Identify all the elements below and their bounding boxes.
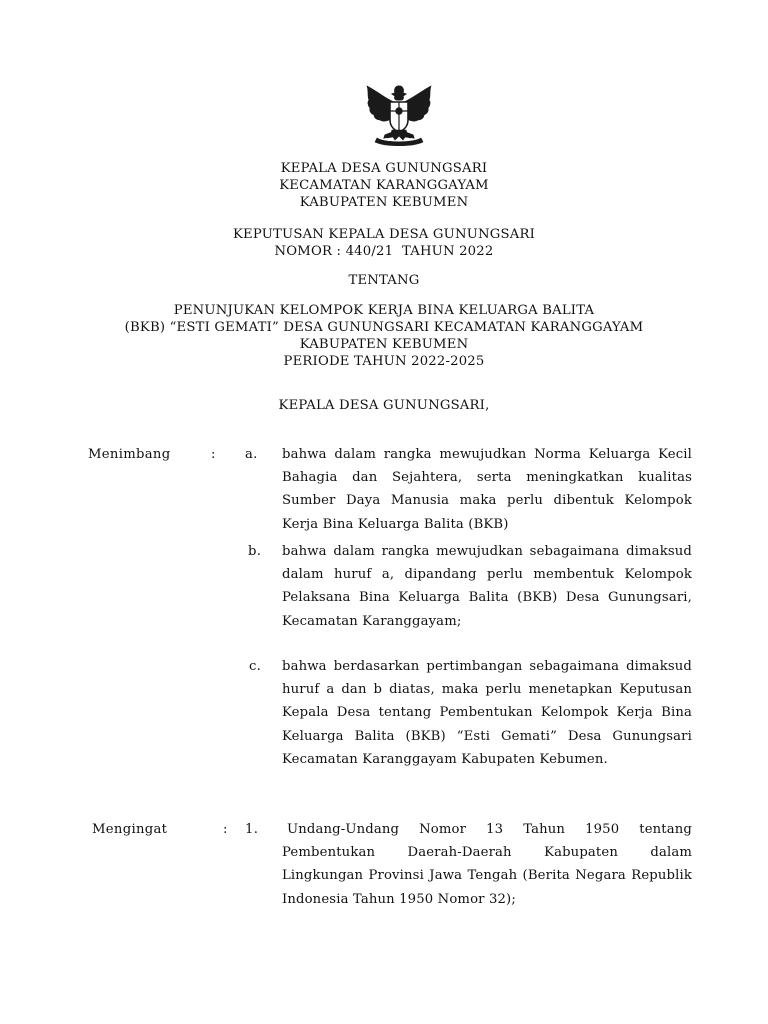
authority-heading — [0, 160, 768, 211]
heading-line: KECAMATAN KARANGGAYAM — [279, 178, 489, 193]
heading-line: KEPUTUSAN KEPALA DESA GUNUNGSARI — [233, 227, 535, 242]
menimbang-item-a: bahwa dalam rangka mewujudkan Norma Keluarga Kecil Bahagia dan Sejahtera, serta meningkatkan kualitas Sumber Daya Manusia maka perlu dibentuk Kelompok Kerja Bina Keluarga Balita (BKB) — [282, 447, 692, 532]
heading-line: PENUNJUKAN KELOMPOK KERJA BINA KELUARGA BALITA — [173, 303, 595, 318]
menimbang-item-b: bahwa dalam rangka mewujudkan sebagaimana dimaksud dalam huruf a, dipandang perlu membentuk Kelompok Pelaksana Bina Keluarga Balita (BKB) Desa Gunungsari, Kecamatan Karanggayam; — [282, 544, 692, 629]
heading-line: TENTANG — [348, 273, 420, 288]
about-label — [0, 272, 768, 289]
item-marker: 1. — [245, 822, 259, 837]
issuer-heading — [0, 397, 768, 414]
item-marker: b. — [248, 544, 262, 559]
mengingat-item-1: Undang-Undang Nomor 13 Tahun 1950 tentang Pembentukan Daerah-Daerah Kabupaten dalam Lingkungan Provinsi Jawa Tengah (Berita Negara Republik Indonesia Tahun 1950 Nomor 32); — [282, 822, 692, 907]
decree-number: NOMOR : 440/21 TAHUN 2022 — [274, 244, 494, 259]
menimbang-label: Menimbang — [88, 447, 171, 462]
menimbang-colon: : — [211, 447, 216, 462]
item-marker: c. — [249, 659, 262, 674]
decree-subject — [0, 302, 768, 370]
mengingat-colon: : — [223, 822, 228, 837]
garuda-emblem-icon — [361, 80, 437, 148]
heading-line: KEPALA DESA GUNUNGSARI — [280, 161, 488, 176]
item-marker: a. — [245, 447, 258, 462]
heading-line: PERIODE TAHUN 2022-2025 — [283, 354, 485, 369]
heading-line: KEPALA DESA GUNUNGSARI, — [278, 398, 490, 413]
menimbang-item-c: bahwa berdasarkan pertimbangan sebagaimana dimaksud huruf a dan b diatas, maka perlu menetapkan Keputusan Kepala Desa tentang Pembentukan Kelompok Kerja Bina Keluarga Balita (BKB) “Esti Gemati” Desa Gunungsari Kecamatan Karanggayam Kabupaten Kebumen. — [282, 659, 692, 767]
heading-line: KABUPATEN KEBUMEN — [299, 195, 469, 210]
decree-title — [0, 226, 768, 260]
heading-line: (BKB) “ESTI GEMATI” DESA GUNUNGSARI KECAMATAN KARANGGAYAM — [124, 320, 644, 335]
mengingat-label: Mengingat — [92, 822, 168, 837]
heading-line: KABUPATEN KEBUMEN — [299, 337, 469, 352]
